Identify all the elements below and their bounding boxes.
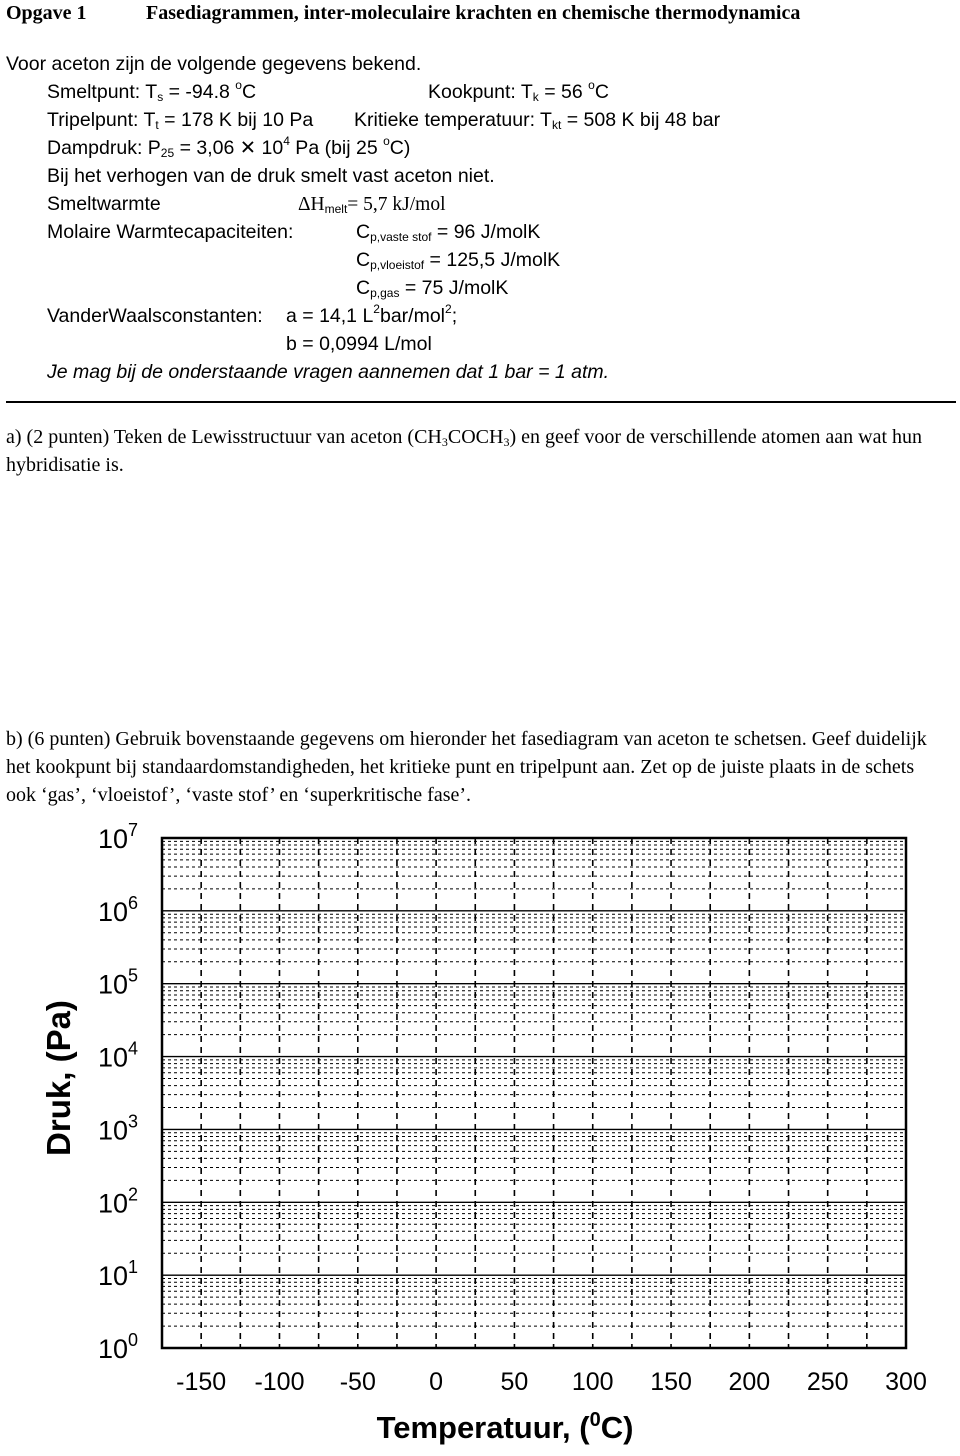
critical-temperature xyxy=(354,106,720,134)
question-a-text-1: a) (2 punten) Teken de Lewisstructuur van aceton (CH xyxy=(6,426,442,448)
degree-symbol: o xyxy=(588,78,595,92)
y-tick-label: $10^3$ xyxy=(98,1111,139,1146)
y-tick-label: $10^6$ xyxy=(98,892,139,927)
question-b: b) (6 punten) Gebruik bovenstaande gegevens om hieronder het fasediagram van aceton te schetsen. Geef duidelijk het kookpunt bij standaardomstandigheden, het kritieke punt en tripelpunt aan. Zet op de juiste plaats in de schets ook ‘gas’, ‘vloeistof’, ‘vaste stof’ en ‘superkritische fase’. xyxy=(6,728,927,806)
triple-point xyxy=(47,106,313,134)
cp-solid-symbol: C xyxy=(356,221,371,243)
x-tick-label: -100 xyxy=(254,1368,305,1396)
exercise-number: Opgave 1 xyxy=(6,2,87,24)
cp-gas-value: = 75 J/molK xyxy=(399,277,509,299)
times-sign: ✕ xyxy=(239,137,257,159)
question-a-sub-2: 3 xyxy=(503,435,510,449)
exercise-title: Fasediagrammen, inter-moleculaire krachten en chemische thermodynamica xyxy=(146,2,801,24)
triple-point-label: Tripelpunt: T xyxy=(47,109,156,131)
cp-liquid-symbol: C xyxy=(356,249,371,271)
y-tick-label: $10^5$ xyxy=(98,965,139,1000)
x-tick-label: 150 xyxy=(650,1368,692,1396)
chart-svg xyxy=(0,818,960,1451)
question-a-text-3: ) en geef voor de verschillende atomen aan wat hun hybridisatie is. xyxy=(6,426,923,476)
cp-gas-symbol: C xyxy=(356,277,371,299)
assumption-note: Je mag bij de onderstaande vragen aannemen dat 1 bar = 1 atm. xyxy=(47,361,610,383)
cp-solid-sub: p,vaste stof xyxy=(370,230,432,244)
boiling-point xyxy=(428,78,609,106)
vdw-b: b = 0,0994 L/mol xyxy=(286,333,432,355)
boiling-point-label: Kookpunt: T xyxy=(428,81,533,103)
section-divider xyxy=(6,401,956,403)
question-a-sub-1: 3 xyxy=(441,435,448,449)
x-tick-label: 300 xyxy=(885,1368,927,1396)
vdw-a-value: a = 14,1 L xyxy=(286,305,374,327)
heat-capacity-solid xyxy=(356,218,540,246)
celsius-unit: C xyxy=(241,81,257,103)
x-tick-label: 0 xyxy=(429,1368,444,1396)
y-tick-label: $10^4$ xyxy=(98,1038,139,1073)
cp-gas-sub: p,gas xyxy=(370,286,400,300)
heat-of-fusion-label: Smeltwarmte xyxy=(47,193,161,215)
y-tick-label: $10^2$ xyxy=(98,1184,139,1219)
heat-of-fusion-value xyxy=(298,190,446,219)
triple-point-value: = 178 K bij 10 Pa xyxy=(158,109,314,131)
degree-symbol: o xyxy=(235,78,242,92)
question-a xyxy=(6,423,946,479)
degree-symbol: o xyxy=(383,134,390,148)
intro-text: Voor aceton zijn de volgende gegevens bekend. xyxy=(6,53,422,75)
y-tick-label: $10^7$ xyxy=(98,820,139,854)
vdw-label: VanderWaalsconstanten: xyxy=(47,305,263,327)
pressure-note: Bij het verhogen van de druk smelt vast aceton niet. xyxy=(47,165,495,187)
vapour-pressure-label: Dampdruk: P xyxy=(47,137,161,159)
melting-point-label: Smeltpunt: T xyxy=(47,81,158,103)
melting-point-value: = -94.8 xyxy=(163,81,236,103)
boiling-point-sub: k xyxy=(532,90,539,104)
vapour-pressure-exponent: 4 xyxy=(283,134,290,148)
vapour-pressure xyxy=(47,134,410,162)
celsius-unit: C xyxy=(594,81,609,103)
x-axis-label: Temperatuur, ($^0$C) xyxy=(376,1409,634,1445)
y-tick-label: $10^0$ xyxy=(98,1330,139,1364)
heat-capacity-gas xyxy=(356,274,508,302)
critical-temperature-sub: kt xyxy=(551,118,562,132)
melting-point-sub: s xyxy=(157,90,164,104)
critical-temperature-value: = 508 K bij 48 bar xyxy=(561,109,721,131)
cp-liquid-sub: p,vloeistof xyxy=(370,258,425,272)
cp-solid-value: = 96 J/molK xyxy=(431,221,541,243)
vdw-a-exponent: 2 xyxy=(373,302,380,316)
vapour-pressure-sub: 25 xyxy=(160,146,175,160)
heat-capacity-label: Molaire Warmtecapaciteiten: xyxy=(47,221,294,243)
x-tick-label: -150 xyxy=(176,1368,227,1396)
delta-h: ΔH xyxy=(298,194,325,215)
question-a-text-2: COCH xyxy=(447,426,504,448)
vdw-a xyxy=(286,302,457,330)
phase-diagram-chart xyxy=(0,818,960,1451)
vdw-a-exponent-2: 2 xyxy=(445,302,452,316)
vapour-pressure-close: C) xyxy=(389,137,411,159)
x-tick-label: 50 xyxy=(500,1368,529,1396)
delta-h-value: = 5,7 kJ/mol xyxy=(347,194,446,215)
vdw-a-unit: bar/mol xyxy=(379,305,446,327)
x-tick-label: 100 xyxy=(571,1368,614,1396)
y-axis-label: Druk, (Pa) xyxy=(40,1000,77,1156)
critical-temperature-label: Kritieke temperatuur: T xyxy=(354,109,552,131)
triple-point-sub: t xyxy=(155,118,159,132)
x-tick-label: 200 xyxy=(728,1368,771,1396)
x-tick-label: -50 xyxy=(339,1368,376,1396)
x-tick-label: 250 xyxy=(806,1368,849,1396)
y-tick-label: $10^1$ xyxy=(98,1257,139,1292)
cp-liquid-value: = 125,5 J/molK xyxy=(424,249,561,271)
melting-point xyxy=(47,78,256,106)
vapour-pressure-ten: 10 xyxy=(256,137,284,159)
delta-h-sub: melt xyxy=(324,202,348,216)
boiling-point-value: = 56 xyxy=(538,81,589,103)
vdw-a-end: ; xyxy=(451,305,458,327)
vapour-pressure-unit: Pa (bij 25 xyxy=(289,137,384,159)
vapour-pressure-value: = 3,06 xyxy=(174,137,240,159)
heat-capacity-liquid xyxy=(356,246,560,274)
